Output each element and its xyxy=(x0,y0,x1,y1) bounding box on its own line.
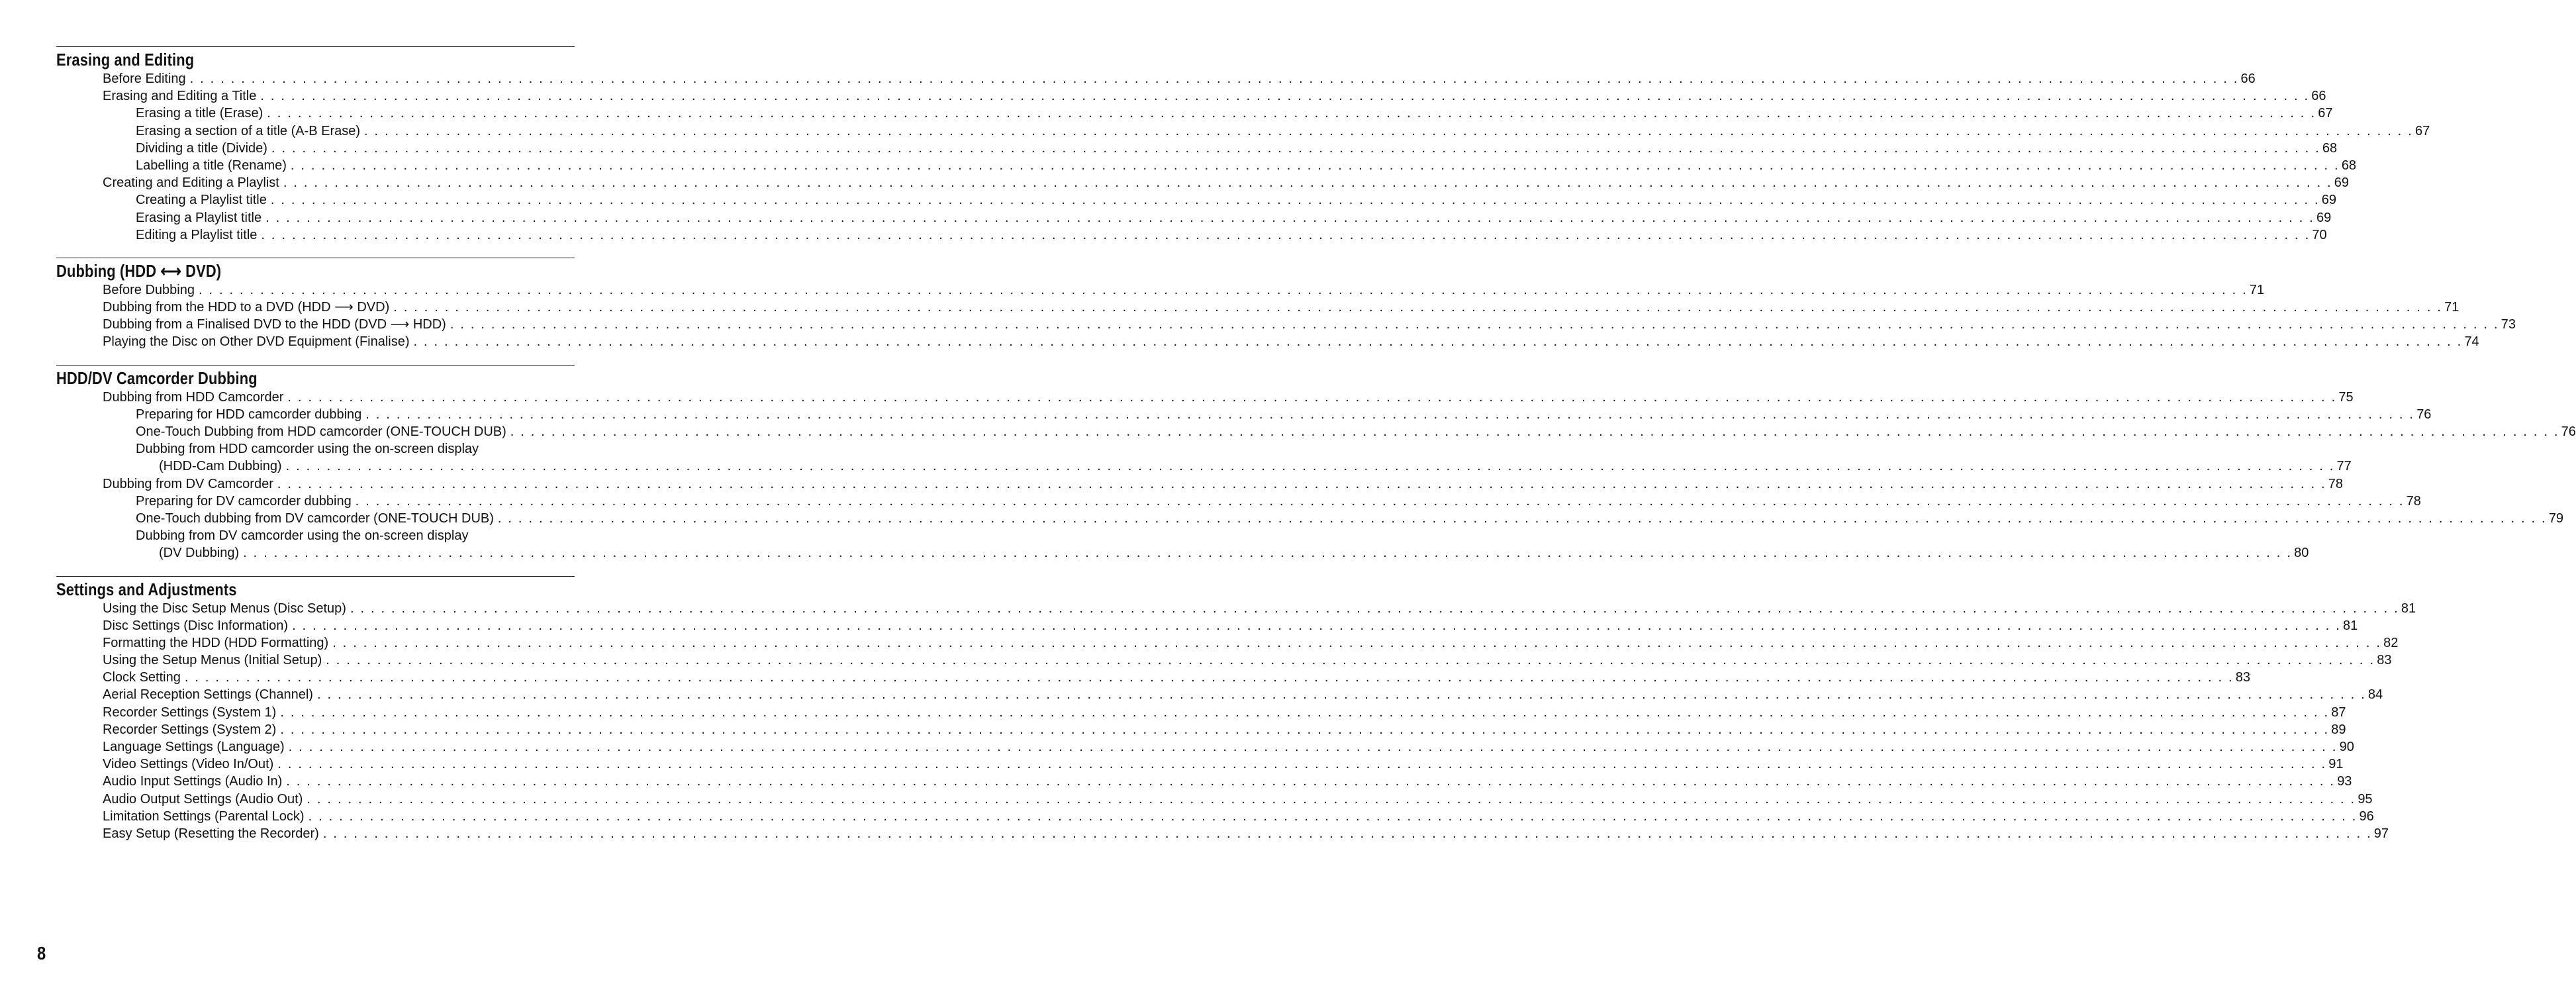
dot-leader: . . . . . . . . . . . . . . . . . . . . . . . . . . . . . . . . . . . . . . . . . . . . . . . . . . . . . . . . . . . . . . . . . . . . . . . . . . . . . . . . . . . . . . . . . . . . . . . . . . . . . . . . . . . . . . . . . . . . . . . . . . . . . . . . . . . . . . . . . . . . . . . . . . . . . . . . . . . . . . . . . . . . . . . . . . . . . . . . . . . . . . . . . . . . . . . . . . . . . . . . xyxy=(326,653,2375,668)
toc-entry-page: 89 xyxy=(2331,722,2346,737)
toc-entry-page: 97 xyxy=(2373,826,2389,841)
toc-entry-page: 69 xyxy=(2321,193,2337,208)
toc-entry-page: 71 xyxy=(2444,300,2459,315)
toc-entry-label: Language Settings (Language) xyxy=(103,740,285,754)
toc-entry-page: 84 xyxy=(2367,687,2383,703)
toc-entry[interactable] xyxy=(56,544,2309,562)
section-heading: Settings and Adjustments xyxy=(56,579,237,599)
toc-entry[interactable] xyxy=(56,475,2344,493)
dot-leader: . . . . . . . . . . . . . . . . . . . . . . . . . . . . . . . . . . . . . . . . . . . . . . . . . . . . . . . . . . . . . . . . . . . . . . . . . . . . . . . . . . . . . . . . . . . . . . . . . . . . . . . . . . . . . . . . . . . . . . . . . . . . . . . . . . . . . . . . . . . . . . . . . . . . . . . . . . . . . . . . . . . . . . . . . . . . . . . . . . . . . . . . . . . . . . . . . . . . . . . . xyxy=(265,210,2314,225)
toc-entry-label: Dubbing from DV camcorder using the on-screen display xyxy=(136,528,469,544)
toc-entry-label: (HDD-Cam Dubbing) xyxy=(159,459,282,474)
toc-entry[interactable] xyxy=(56,721,2346,738)
toc-entry-page: 67 xyxy=(2414,123,2430,138)
toc-entry[interactable] xyxy=(56,281,2265,299)
toc-entry[interactable] xyxy=(56,87,2326,105)
page-number: 8 xyxy=(37,943,46,963)
toc-entry[interactable] xyxy=(56,174,2349,191)
toc-entry[interactable] xyxy=(56,493,2421,510)
dot-leader: . . . . . . . . . . . . . . . . . . . . . . . . . . . . . . . . . . . . . . . . . . . . . . . . . . . . . . . . . . . . . . . . . . . . . . . . . . . . . . . . . . . . . . . . . . . . . . . . . . . . . . . . . . . . . . . . . . . . . . . . . . . . . . . . . . . . . . . . . . . . . . . . . . . . . . . . . . . . . . . . . . . . . . . . . . . . . . . . . . . . . . . . . . . . . . . . . . . . . . . . xyxy=(286,774,2336,789)
toc-entry-page: 76 xyxy=(2416,407,2432,422)
toc-entry-label: Editing a Playlist title xyxy=(136,227,258,242)
dot-leader: . . . . . . . . . . . . . . . . . . . . . . . . . . . . . . . . . . . . . . . . . . . . . . . . . . . . . . . . . . . . . . . . . . . . . . . . . . . . . . . . . . . . . . . . . . . . . . . . . . . . . . . . . . . . . . . . . . . . . . . . . . . . . . . . . . . . . . . . . . . . . . . . . . . . . . . . . . . . . . . . . . . . . . . . . . . . . . . . . . . . . . . . . . . . . . . . . . . . . . . . xyxy=(277,757,2327,772)
dot-leader: . . . . . . . . . . . . . . . . . . . . . . . . . . . . . . . . . . . . . . . . . . . . . . . . . . . . . . . . . . . . . . . . . . . . . . . . . . . . . . . . . . . . . . . . . . . . . . . . . . . . . . . . . . . . . . . . . . . . . . . . . . . . . . . . . . . . . . . . . . . . . . . . . . . . . . . . . . . . . . . . . . . . . . . . . . . . . . . . . . . . . . . . . . . . . . . . . . . . . . . . xyxy=(285,459,2335,474)
toc-entry-page: 83 xyxy=(2377,653,2392,668)
toc-entry[interactable] xyxy=(56,440,575,458)
toc-section xyxy=(56,46,2430,244)
toc-entry[interactable] xyxy=(56,773,2352,790)
toc-entry[interactable] xyxy=(56,825,2389,842)
dot-leader: . . . . . . . . . . . . . . . . . . . . . . . . . . . . . . . . . . . . . . . . . . . . . . . . . . . . . . . . . . . . . . . . . . . . . . . . . . . . . . . . . . . . . . . . . . . . . . . . . . . . . . . . . . . . . . . . . . . . . . . . . . . . . . . . . . . . . . . . . . . . . . . . . . . . . . . . . . . . . . . . . . . . . . . . . . . . . . . . . . . . . . . . . . . . . . . . . . . . . . . . xyxy=(316,687,2366,703)
toc-entry-page: 93 xyxy=(2337,774,2352,789)
toc-entry[interactable] xyxy=(56,299,2459,316)
toc-entry-label: Aerial Reception Settings (Channel) xyxy=(103,687,313,703)
dot-leader: . . . . . . . . . . . . . . . . . . . . . . . . . . . . . . . . . . . . . . . . . . . . . . . . . . . . . . . . . . . . . . . . . . . . . . . . . . . . . . . . . . . . . . . . . . . . . . . . . . . . . . . . . . . . . . . . . . . . . . . . . . . . . . . . . . . . . . . . . . . . . . . . . . . . . . . . . . . . . . . . . . . . . . . . . . . . . . . . . . . . . . . . . . . . . . . . . . . . . . . . xyxy=(184,670,2234,685)
dot-leader: . . . . . . . . . . . . . . . . . . . . . . . . . . . . . . . . . . . . . . . . . . . . . . . . . . . . . . . . . . . . . . . . . . . . . . . . . . . . . . . . . . . . . . . . . . . . . . . . . . . . . . . . . . . . . . . . . . . . . . . . . . . . . . . . . . . . . . . . . . . . . . . . . . . . . . . . . . . . . . . . . . . . . . . . . . . . . . . . . . . . . . . . . . . . . . . . . . . . . . . . xyxy=(267,106,2316,121)
dot-leader: . . . . . . . . . . . . . . . . . . . . . . . . . . . . . . . . . . . . . . . . . . . . . . . . . . . . . . . . . . . . . . . . . . . . . . . . . . . . . . . . . . . . . . . . . . . . . . . . . . . . . . . . . . . . . . . . . . . . . . . . . . . . . . . . . . . . . . . . . . . . . . . . . . . . . . . . . . . . . . . . . . . . . . . . . . . . . . . . . . . . . . . . . . . . . . . . . . . . . . . . xyxy=(261,227,2311,242)
toc-entry[interactable] xyxy=(56,738,2354,756)
toc-entry-page: 71 xyxy=(2249,282,2265,297)
toc-entry[interactable] xyxy=(56,209,2332,226)
toc-entry-page: 74 xyxy=(2464,334,2479,350)
toc-entry-page: 95 xyxy=(2358,791,2373,807)
toc-entry-label: Dubbing from HDD Camcorder xyxy=(103,389,284,405)
toc-entry[interactable] xyxy=(56,70,2256,87)
toc-entry-label: One-Touch Dubbing from HDD camcorder (ONE-TOUCH DUB) xyxy=(136,424,506,439)
toc-entry-page: 87 xyxy=(2331,705,2346,720)
toc-entry-label: Recorder Settings (System 2) xyxy=(103,722,277,737)
toc-entry-page: 70 xyxy=(2312,227,2327,242)
section-heading: Dubbing (HDD ⟷ DVD) xyxy=(56,260,222,281)
dot-leader: . . . . . . . . . . . . . . . . . . . . . . . . . . . . . . . . . . . . . . . . . . . . . . . . . . . . . . . . . . . . . . . . . . . . . . . . . . . . . . . . . . . . . . . . . . . . . . . . . . . . . . . . . . . . . . . . . . . . . . . . . . . . . . . . . . . . . . . . . . . . . . . . . . . . . . . . . . . . . . . . . . . . . . . . . . . . . . . . . . . . . . . . . . . . . . . . . . . . . . . . xyxy=(277,476,2326,491)
toc-section xyxy=(56,365,2576,562)
toc-entry-label: Playing the Disc on Other DVD Equipment (Finalise) xyxy=(103,334,410,350)
toc-entry[interactable] xyxy=(56,600,2416,617)
toc-entry-page: 80 xyxy=(2294,546,2309,561)
toc-entry-list xyxy=(56,281,2516,351)
toc-entry[interactable] xyxy=(56,686,2383,703)
dot-leader: . . . . . . . . . . . . . . . . . . . . . . . . . . . . . . . . . . . . . . . . . . . . . . . . . . . . . . . . . . . . . . . . . . . . . . . . . . . . . . . . . . . . . . . . . . . . . . . . . . . . . . . . . . . . . . . . . . . . . . . . . . . . . . . . . . . . . . . . . . . . . . . . . . . . . . . . . . . . . . . . . . . . . . . . . . . . . . . . . . . . . . . . . . . . . . . . . . . . . . . . xyxy=(243,546,2293,561)
dot-leader: . . . . . . . . . . . . . . . . . . . . . . . . . . . . . . . . . . . . . . . . . . . . . . . . . . . . . . . . . . . . . . . . . . . . . . . . . . . . . . . . . . . . . . . . . . . . . . . . . . . . . . . . . . . . . . . . . . . . . . . . . . . . . . . . . . . . . . . . . . . . . . . . . . . . . . . . . . . . . . . . . . . . . . . . . . . . . . . . . . . . . . . . . . . . . . . . . . . . . . . . xyxy=(364,123,2413,138)
toc-entry-label: Before Dubbing xyxy=(103,282,195,297)
toc-entry-label: One-Touch dubbing from DV camcorder (ONE-TOUCH DUB) xyxy=(136,511,494,526)
toc-entry-label: Erasing a section of a title (A-B Erase) xyxy=(136,123,361,138)
toc-entry[interactable] xyxy=(56,808,2374,825)
toc-entry-page: 76 xyxy=(2561,424,2576,439)
toc-entry[interactable] xyxy=(56,105,2333,122)
toc-entry-page: 68 xyxy=(2322,140,2338,156)
dot-leader: . . . . . . . . . . . . . . . . . . . . . . . . . . . . . . . . . . . . . . . . . . . . . . . . . . . . . . . . . . . . . . . . . . . . . . . . . . . . . . . . . . . . . . . . . . . . . . . . . . . . . . . . . . . . . . . . . . . . . . . . . . . . . . . . . . . . . . . . . . . . . . . . . . . . . . . . . . . . . . . . . . . . . . . . . . . . . . . . . . . . . . . . . . . . . . . . . . . . . . . . xyxy=(198,282,2248,297)
toc-entry-page: 68 xyxy=(2341,158,2357,173)
toc-entry-label: Preparing for DV camcorder dubbing xyxy=(136,493,352,509)
dot-leader: . . . . . . . . . . . . . . . . . . . . . . . . . . . . . . . . . . . . . . . . . . . . . . . . . . . . . . . . . . . . . . . . . . . . . . . . . . . . . . . . . . . . . . . . . . . . . . . . . . . . . . . . . . . . . . . . . . . . . . . . . . . . . . . . . . . . . . . . . . . . . . . . . . . . . . . . . . . . . . . . . . . . . . . . . . . . . . . . . . . . . . . . . . . . . . . . . . . . . . . . xyxy=(393,300,2443,315)
dot-leader: . . . . . . . . . . . . . . . . . . . . . . . . . . . . . . . . . . . . . . . . . . . . . . . . . . . . . . . . . . . . . . . . . . . . . . . . . . . . . . . . . . . . . . . . . . . . . . . . . . . . . . . . . . . . . . . . . . . . . . . . . . . . . . . . . . . . . . . . . . . . . . . . . . . . . . . . . . . . . . . . . . . . . . . . . . . . . . . . . . . . . . . . . . . . . . . . . . . . . . . . xyxy=(280,705,2330,720)
toc-entry[interactable] xyxy=(56,406,2432,423)
toc-entry-page: 90 xyxy=(2339,740,2354,754)
toc-entry[interactable] xyxy=(56,226,2327,244)
toc-entry-page: 83 xyxy=(2235,670,2250,685)
dot-leader: . . . . . . . . . . . . . . . . . . . . . . . . . . . . . . . . . . . . . . . . . . . . . . . . . . . . . . . . . . . . . . . . . . . . . . . . . . . . . . . . . . . . . . . . . . . . . . . . . . . . . . . . . . . . . . . . . . . . . . . . . . . . . . . . . . . . . . . . . . . . . . . . . . . . . . . . . . . . . . . . . . . . . . . . . . . . . . . . . . . . . . . . . . . . . . . . . . . . . . . . xyxy=(450,317,2499,332)
dot-leader: . . . . . . . . . . . . . . . . . . . . . . . . . . . . . . . . . . . . . . . . . . . . . . . . . . . . . . . . . . . . . . . . . . . . . . . . . . . . . . . . . . . . . . . . . . . . . . . . . . . . . . . . . . . . . . . . . . . . . . . . . . . . . . . . . . . . . . . . . . . . . . . . . . . . . . . . . . . . . . . . . . . . . . . . . . . . . . . . . . . . . . . . . . . . . . . . . . . . . . . . xyxy=(365,407,2415,422)
toc-entry-page: 69 xyxy=(2334,175,2349,191)
toc-entry-label: Audio Input Settings (Audio In) xyxy=(103,774,283,789)
toc-entry-page: 79 xyxy=(2548,511,2564,526)
toc-entry[interactable] xyxy=(56,704,2346,721)
toc-entry-label: Dubbing from a Finalised DVD to the HDD (DVD ⟶ HDD) xyxy=(103,317,446,332)
toc-entry[interactable] xyxy=(56,316,2516,333)
toc-entry[interactable] xyxy=(56,333,2479,350)
dot-leader: . . . . . . . . . . . . . . . . . . . . . . . . . . . . . . . . . . . . . . . . . . . . . . . . . . . . . . . . . . . . . . . . . . . . . . . . . . . . . . . . . . . . . . . . . . . . . . . . . . . . . . . . . . . . . . . . . . . . . . . . . . . . . . . . . . . . . . . . . . . . . . . . . . . . . . . . . . . . . . . . . . . . . . . . . . . . . . . . . . . . . . . . . . . . . . . . . . . . . . . . xyxy=(322,826,2372,841)
section-heading: HDD/DV Camcorder Dubbing xyxy=(56,368,258,388)
table-of-contents xyxy=(56,46,2576,856)
toc-entry[interactable] xyxy=(56,617,2358,634)
toc-entry[interactable] xyxy=(56,756,2344,773)
toc-entry-label: Dubbing from HDD camcorder using the on-screen display xyxy=(136,442,479,457)
toc-entry-label: Audio Output Settings (Audio Out) xyxy=(103,791,303,807)
dot-leader: . . . . . . . . . . . . . . . . . . . . . . . . . . . . . . . . . . . . . . . . . . . . . . . . . . . . . . . . . . . . . . . . . . . . . . . . . . . . . . . . . . . . . . . . . . . . . . . . . . . . . . . . . . . . . . . . . . . . . . . . . . . . . . . . . . . . . . . . . . . . . . . . . . . . . . . . . . . . . . . . . . . . . . . . . . . . . . . . . . . . . . . . . . . . . . . . . . . . . . . . xyxy=(287,389,2337,405)
dot-leader: . . . . . . . . . . . . . . . . . . . . . . . . . . . . . . . . . . . . . . . . . . . . . . . . . . . . . . . . . . . . . . . . . . . . . . . . . . . . . . . . . . . . . . . . . . . . . . . . . . . . . . . . . . . . . . . . . . . . . . . . . . . . . . . . . . . . . . . . . . . . . . . . . . . . . . . . . . . . . . . . . . . . . . . . . . . . . . . . . . . . . . . . . . . . . . . . . . . . . . . . xyxy=(350,601,2399,616)
toc-entry-page: 66 xyxy=(2311,89,2326,104)
dot-leader: . . . . . . . . . . . . . . . . . . . . . . . . . . . . . . . . . . . . . . . . . . . . . . . . . . . . . . . . . . . . . . . . . . . . . . . . . . . . . . . . . . . . . . . . . . . . . . . . . . . . . . . . . . . . . . . . . . . . . . . . . . . . . . . . . . . . . . . . . . . . . . . . . . . . . . . . . . . . . . . . . . . . . . . . . . . . . . . . . . . . . . . . . . . . . . . . . . . . . . . . xyxy=(280,722,2330,737)
toc-entry-label: Labelling a title (Rename) xyxy=(136,158,287,173)
toc-entry-label: Limitation Settings (Parental Lock) xyxy=(103,809,305,824)
toc-entry[interactable] xyxy=(56,389,2354,406)
dot-leader: . . . . . . . . . . . . . . . . . . . . . . . . . . . . . . . . . . . . . . . . . . . . . . . . . . . . . . . . . . . . . . . . . . . . . . . . . . . . . . . . . . . . . . . . . . . . . . . . . . . . . . . . . . . . . . . . . . . . . . . . . . . . . . . . . . . . . . . . . . . . . . . . . . . . . . . . . . . . . . . . . . . . . . . . . . . . . . . . . . . . . . . . . . . . . . . . . . . . . . . . xyxy=(290,158,2340,173)
toc-entry-label: Clock Setting xyxy=(103,670,181,685)
toc-entry[interactable] xyxy=(56,157,2357,174)
toc-entry-page: 96 xyxy=(2359,809,2374,824)
dot-leader: . . . . . . . . . . . . . . . . . . . . . . . . . . . . . . . . . . . . . . . . . . . . . . . . . . . . . . . . . . . . . . . . . . . . . . . . . . . . . . . . . . . . . . . . . . . . . . . . . . . . . . . . . . . . . . . . . . . . . . . . . . . . . . . . . . . . . . . . . . . . . . . . . . . . . . . . . . . . . . . . . . . . . . . . . . . . . . . . . . . . . . . . . . . . . . . . . . . . . . . . xyxy=(308,809,2358,824)
toc-entry-label: Using the Disc Setup Menus (Disc Setup) xyxy=(103,601,346,616)
dot-leader: . . . . . . . . . . . . . . . . . . . . . . . . . . . . . . . . . . . . . . . . . . . . . . . . . . . . . . . . . . . . . . . . . . . . . . . . . . . . . . . . . . . . . . . . . . . . . . . . . . . . . . . . . . . . . . . . . . . . . . . . . . . . . . . . . . . . . . . . . . . . . . . . . . . . . . . . . . . . . . . . . . . . . . . . . . . . . . . . . . . . . . . . . . . . . . . . . . . . . . . . xyxy=(271,140,2320,156)
toc-entry[interactable] xyxy=(56,191,2337,209)
toc-entry[interactable] xyxy=(56,458,2352,475)
toc-entry-label: Recorder Settings (System 1) xyxy=(103,705,277,720)
dot-leader: . . . . . . . . . . . . . . . . . . . . . . . . . . . . . . . . . . . . . . . . . . . . . . . . . . . . . . . . . . . . . . . . . . . . . . . . . . . . . . . . . . . . . . . . . . . . . . . . . . . . . . . . . . . . . . . . . . . . . . . . . . . . . . . . . . . . . . . . . . . . . . . . . . . . . . . . . . . . . . . . . . . . . . . . . . . . . . . . . . . . . . . . . . . . . . . . . . . . . . . . xyxy=(413,334,2463,350)
dot-leader: . . . . . . . . . . . . . . . . . . . . . . . . . . . . . . . . . . . . . . . . . . . . . . . . . . . . . . . . . . . . . . . . . . . . . . . . . . . . . . . . . . . . . . . . . . . . . . . . . . . . . . . . . . . . . . . . . . . . . . . . . . . . . . . . . . . . . . . . . . . . . . . . . . . . . . . . . . . . . . . . . . . . . . . . . . . . . . . . . . . . . . . . . . . . . . . . . . . . . . . . xyxy=(332,635,2382,650)
toc-entry-label: Creating a Playlist title xyxy=(136,193,267,208)
toc-entry-label: Preparing for HDD camcorder dubbing xyxy=(136,407,362,422)
toc-entry-page: 69 xyxy=(2316,210,2332,225)
toc-entry-label: Formatting the HDD (HDD Formatting) xyxy=(103,635,329,650)
toc-entry-page: 73 xyxy=(2501,317,2516,332)
toc-entry-label: Erasing a Playlist title xyxy=(136,210,262,225)
dot-leader: . . . . . . . . . . . . . . . . . . . . . . . . . . . . . . . . . . . . . . . . . . . . . . . . . . . . . . . . . . . . . . . . . . . . . . . . . . . . . . . . . . . . . . . . . . . . . . . . . . . . . . . . . . . . . . . . . . . . . . . . . . . . . . . . . . . . . . . . . . . . . . . . . . . . . . . . . . . . . . . . . . . . . . . . . . . . . . . . . . . . . . . . . . . . . . . . . . . . . . . . xyxy=(355,493,2405,509)
toc-entry-label: Easy Setup (Resetting the Recorder) xyxy=(103,826,319,841)
toc-entry-page: 78 xyxy=(2406,493,2421,509)
toc-entry-page: 66 xyxy=(2240,72,2256,86)
dot-leader: . . . . . . . . . . . . . . . . . . . . . . . . . . . . . . . . . . . . . . . . . . . . . . . . . . . . . . . . . . . . . . . . . . . . . . . . . . . . . . . . . . . . . . . . . . . . . . . . . . . . . . . . . . . . . . . . . . . . . . . . . . . . . . . . . . . . . . . . . . . . . . . . . . . . . . . . . . . . . . . . . . . . . . . . . . . . . . . . . . . . . . . . . . . . . . . . . . . . . . . . xyxy=(283,175,2332,191)
toc-entry-page: 81 xyxy=(2342,618,2358,633)
toc-entry-label: Erasing a title (Erase) xyxy=(136,106,263,121)
toc-entry-page: 77 xyxy=(2336,459,2352,474)
toc-entry[interactable] xyxy=(56,510,2564,527)
toc-entry[interactable] xyxy=(56,634,2399,652)
toc-entry-page: 78 xyxy=(2328,476,2344,491)
toc-entry-page: 67 xyxy=(2318,106,2333,121)
toc-entry-label: Using the Setup Menus (Initial Setup) xyxy=(103,653,322,668)
toc-entry-page: 82 xyxy=(2383,635,2399,650)
toc-entry[interactable] xyxy=(56,123,2430,140)
toc-entry-label: Before Editing xyxy=(103,72,186,86)
toc-entry-label: Creating and Editing a Playlist xyxy=(103,175,279,191)
section-heading: Erasing and Editing xyxy=(56,50,195,70)
toc-entry[interactable] xyxy=(56,652,2392,669)
toc-entry-label: Dubbing from the HDD to a DVD (HDD ⟶ DVD) xyxy=(103,300,390,315)
dot-leader: . . . . . . . . . . . . . . . . . . . . . . . . . . . . . . . . . . . . . . . . . . . . . . . . . . . . . . . . . . . . . . . . . . . . . . . . . . . . . . . . . . . . . . . . . . . . . . . . . . . . . . . . . . . . . . . . . . . . . . . . . . . . . . . . . . . . . . . . . . . . . . . . . . . . . . . . . . . . . . . . . . . . . . . . . . . . . . . . . . . . . . . . . . . . . . . . . . . . . . . . xyxy=(189,72,2239,86)
toc-entry-label: Video Settings (Video In/Out) xyxy=(103,757,274,772)
toc-entry-label: (DV Dubbing) xyxy=(159,546,240,561)
dot-leader: . . . . . . . . . . . . . . . . . . . . . . . . . . . . . . . . . . . . . . . . . . . . . . . . . . . . . . . . . . . . . . . . . . . . . . . . . . . . . . . . . . . . . . . . . . . . . . . . . . . . . . . . . . . . . . . . . . . . . . . . . . . . . . . . . . . . . . . . . . . . . . . . . . . . . . . . . . . . . . . . . . . . . . . . . . . . . . . . . . . . . . . . . . . . . . . . . . . . . . . . xyxy=(292,618,2341,633)
toc-entry[interactable] xyxy=(56,423,2576,440)
toc-entry-label: Disc Settings (Disc Information) xyxy=(103,618,289,633)
dot-leader: . . . . . . . . . . . . . . . . . . . . . . . . . . . . . . . . . . . . . . . . . . . . . . . . . . . . . . . . . . . . . . . . . . . . . . . . . . . . . . . . . . . . . . . . . . . . . . . . . . . . . . . . . . . . . . . . . . . . . . . . . . . . . . . . . . . . . . . . . . . . . . . . . . . . . . . . . . . . . . . . . . . . . . . . . . . . . . . . . . . . . . . . . . . . . . . . . . . . . . . . xyxy=(260,89,2310,104)
toc-entry[interactable] xyxy=(56,791,2373,808)
toc-entry-page: 75 xyxy=(2338,389,2354,405)
toc-entry-list xyxy=(56,389,2576,562)
toc-entry-page: 81 xyxy=(2401,601,2416,616)
toc-entry-label: Dubbing from DV Camcorder xyxy=(103,476,273,491)
toc-entry-label: Erasing and Editing a Title xyxy=(103,89,257,104)
dot-leader: . . . . . . . . . . . . . . . . . . . . . . . . . . . . . . . . . . . . . . . . . . . . . . . . . . . . . . . . . . . . . . . . . . . . . . . . . . . . . . . . . . . . . . . . . . . . . . . . . . . . . . . . . . . . . . . . . . . . . . . . . . . . . . . . . . . . . . . . . . . . . . . . . . . . . . . . . . . . . . . . . . . . . . . . . . . . . . . . . . . . . . . . . . . . . . . . . . . . . . . . xyxy=(270,193,2320,208)
toc-entry-label: Dividing a title (Divide) xyxy=(136,140,267,156)
toc-entry[interactable] xyxy=(56,527,575,544)
toc-entry[interactable] xyxy=(56,140,2338,157)
dot-leader: . . . . . . . . . . . . . . . . . . . . . . . . . . . . . . . . . . . . . . . . . . . . . . . . . . . . . . . . . . . . . . . . . . . . . . . . . . . . . . . . . . . . . . . . . . . . . . . . . . . . . . . . . . . . . . . . . . . . . . . . . . . . . . . . . . . . . . . . . . . . . . . . . . . . . . . . . . . . . . . . . . . . . . . . . . . . . . . . . . . . . . . . . . . . . . . . . . . . . . . . xyxy=(497,511,2547,526)
dot-leader: . . . . . . . . . . . . . . . . . . . . . . . . . . . . . . . . . . . . . . . . . . . . . . . . . . . . . . . . . . . . . . . . . . . . . . . . . . . . . . . . . . . . . . . . . . . . . . . . . . . . . . . . . . . . . . . . . . . . . . . . . . . . . . . . . . . . . . . . . . . . . . . . . . . . . . . . . . . . . . . . . . . . . . . . . . . . . . . . . . . . . . . . . . . . . . . . . . . . . . . . xyxy=(510,424,2559,439)
toc-entry-list xyxy=(56,70,2430,244)
dot-leader: . . . . . . . . . . . . . . . . . . . . . . . . . . . . . . . . . . . . . . . . . . . . . . . . . . . . . . . . . . . . . . . . . . . . . . . . . . . . . . . . . . . . . . . . . . . . . . . . . . . . . . . . . . . . . . . . . . . . . . . . . . . . . . . . . . . . . . . . . . . . . . . . . . . . . . . . . . . . . . . . . . . . . . . . . . . . . . . . . . . . . . . . . . . . . . . . . . . . . . . . xyxy=(288,740,2338,754)
toc-entry-page: 91 xyxy=(2328,757,2344,772)
dot-leader: . . . . . . . . . . . . . . . . . . . . . . . . . . . . . . . . . . . . . . . . . . . . . . . . . . . . . . . . . . . . . . . . . . . . . . . . . . . . . . . . . . . . . . . . . . . . . . . . . . . . . . . . . . . . . . . . . . . . . . . . . . . . . . . . . . . . . . . . . . . . . . . . . . . . . . . . . . . . . . . . . . . . . . . . . . . . . . . . . . . . . . . . . . . . . . . . . . . . . . . . xyxy=(307,791,2356,807)
toc-entry[interactable] xyxy=(56,669,2250,686)
toc-section xyxy=(56,576,2416,843)
toc-section xyxy=(56,258,2516,351)
toc-entry-list xyxy=(56,600,2416,843)
